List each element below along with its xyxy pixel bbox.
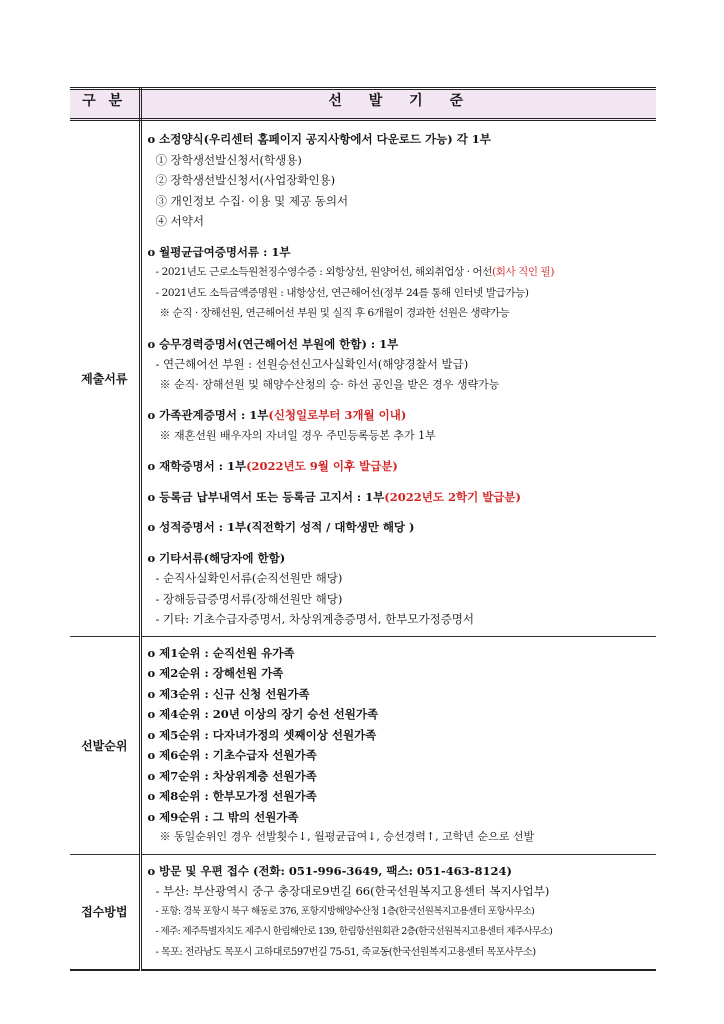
career-line: - 연근해어선 부원 : 선원승선신고사실확인서(해양경찰서 발급) <box>155 357 469 371</box>
family-highlight: (신청일로부터 3개월 이내) <box>268 408 407 422</box>
header-criteria: 선 발 기 준 <box>140 89 656 120</box>
list-item: - 장해등급증명서류(장해선원만 해당) <box>155 591 343 606</box>
list-item: ④ 서약서 <box>155 214 204 228</box>
selection-criteria-table <box>70 87 656 971</box>
ranking-content <box>140 636 656 854</box>
rank-item: ο 제3순위 : 신규 신청 선원가족 <box>147 686 310 701</box>
address-item: - 제주: 제주특별자치도 제주시 한림해안로 139, 한림항선원회관 2층(한국선원복지고용센터 제주사무소) <box>155 926 553 937</box>
rank-item: ο 제4순위 : 20년 이상의 장기 승선 선원가족 <box>147 707 379 721</box>
enrollment-title: ο 재학증명서 : 1부(2022년도 9월 이후 발급분) <box>147 459 398 473</box>
list-item: ② 장학생선발신청서(사업장확인용) <box>155 173 336 187</box>
rank-item: ο 제1순위 : 순직선원 유가족 <box>147 645 295 660</box>
table-row-ranking <box>70 636 656 854</box>
form-title: ο 소정양식(우리센터 홈페이지 공지사항에서 다운로드 가능) 각 1부 <box>147 132 491 146</box>
rank-item: ο 제8순위 : 한부모가정 선원가족 <box>147 789 317 803</box>
table-row-reception <box>70 854 656 970</box>
tuition-title: ο 등록금 납부내역서 또는 등록금 고지서 : 1부(2022년도 2학기 발급분) <box>147 489 521 504</box>
rank-item: ο 제7순위 : 차상위계층 선원가족 <box>147 768 317 783</box>
address-item: - 부산: 부산광역시 중구 충장대로9번길 66(한국선원복지고용센터 복지사업부) <box>155 884 550 898</box>
list-item: - 기타: 기초수급자증명서, 차상위계층증명서, 한부모가정증명서 <box>155 612 475 626</box>
address-item: - 목포: 전라남도 목포시 고하대로597번길 75-51, 죽교동(한국선원복지고용센터 목포사무소) <box>155 946 536 958</box>
career-note: ※ 순직· 장해선원 및 해양수산청의 승· 하선 공인을 받은 경우 생략가능 <box>159 377 500 391</box>
other-title: ο 기타서류(해당자에 한함) <box>147 550 286 565</box>
category-reception: 접수방법 <box>70 854 140 970</box>
family-note: ※ 재혼선원 배우자의 자녀일 경우 주민등록등본 추가 1부 <box>159 428 436 442</box>
rank-item: ο 제5순위 : 다자녀가정의 셋째이상 선원가족 <box>147 727 377 742</box>
rank-item: ο 제2순위 : 장해선원 가족 <box>147 666 284 680</box>
documents-content <box>140 120 656 637</box>
income-line-2: - 2021년도 소득금액증명원 : 내항상선, 연근해어선(정부 24를 통해 인터넷 발급가능) <box>155 286 529 299</box>
list-item: - 순직사실확인서류(순직선원만 해당) <box>155 571 343 585</box>
grade-title: ο 성적증명서 : 1부(직전학기 성적 / 대학생만 해당 ) <box>147 520 415 534</box>
address-item: - 포항: 경북 포항시 북구 해동로 376, 포항지방해양수산청 1층(한국선원복지고용센터 포항사무소) <box>155 905 535 917</box>
ranking-note: ※ 동일순위인 경우 선발횟수↓, 월평균급여↓, 승선경력↑, 고학년 순으로 선발 <box>159 830 535 843</box>
category-documents: 제출서류 <box>70 120 140 637</box>
reception-title: ο 방문 및 우편 접수 (전화: 051-996-3649, 팩스: 051-463-8124) <box>147 863 512 878</box>
income-note: ※ 순직 · 장해선원, 연근해어선 부원 및 실직 후 6개월이 경과한 선원은 생략가능 <box>159 307 510 319</box>
rank-item: ο 제6순위 : 기초수급자 선원가족 <box>147 748 317 762</box>
rank-item: ο 제9순위 : 그 밖의 선원가족 <box>147 809 299 824</box>
enrollment-highlight: (2022년도 9월 이후 발급분) <box>246 459 398 473</box>
table-header-row <box>70 89 656 120</box>
list-item: ③ 개인정보 수집· 이용 및 제공 동의서 <box>155 193 349 208</box>
reception-content <box>140 854 656 970</box>
category-ranking: 선발순위 <box>70 636 140 854</box>
tuition-highlight: (2022년도 2학기 발급분) <box>384 489 521 504</box>
family-title: ο 가족관계증명서 : 1부(신청일로부터 3개월 이내) <box>147 408 407 422</box>
income-line-1-highlight: (회사 직인 필) <box>492 266 555 278</box>
list-item: ① 장학생선발신청서(학생용) <box>155 152 302 167</box>
career-title: ο 승무경력증명서(연근해어선 부원에 한함) : 1부 <box>147 336 399 351</box>
table-row-documents <box>70 120 656 637</box>
header-category: 구 분 <box>70 89 140 120</box>
income-title: ο 월평균급여증명서류 : 1부 <box>147 244 291 259</box>
income-line-1: - 2021년도 근로소득원천징수영수증 : 외항상선, 원양어선, 해외취업상 · 어선(회사 직인 필) <box>155 266 555 278</box>
